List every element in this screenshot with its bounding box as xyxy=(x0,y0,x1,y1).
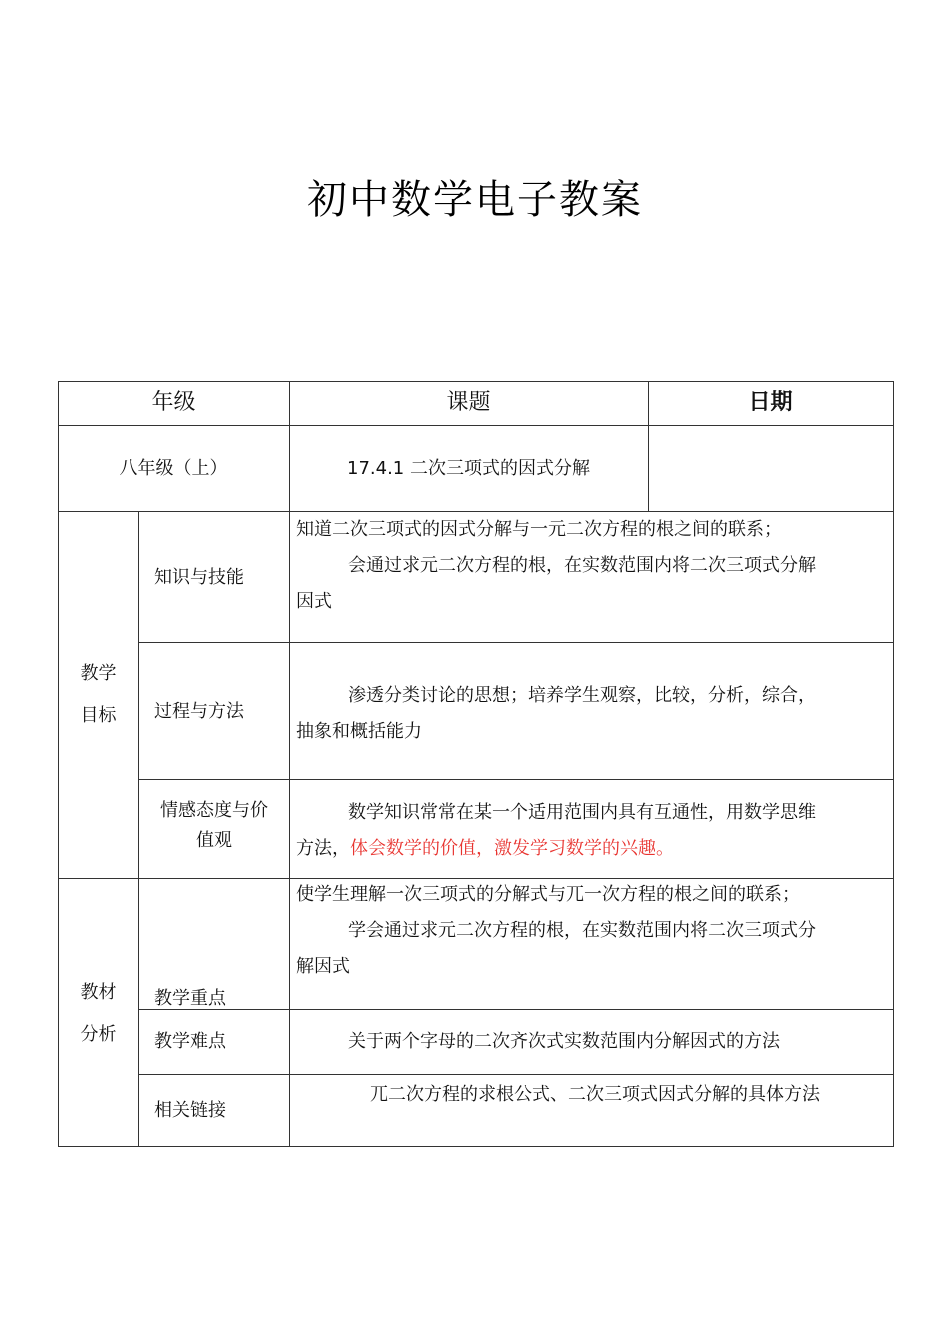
key-points-line3: 解因式 xyxy=(296,956,350,977)
table-row-divider xyxy=(139,1009,894,1010)
teaching-goals-label xyxy=(58,656,139,734)
document-title: 初中数学电子教案 xyxy=(307,177,643,223)
emotion-line2 xyxy=(296,831,886,867)
teaching-goals-label-line1: 教学 xyxy=(80,663,117,684)
material-analysis-label xyxy=(58,975,139,1053)
material-analysis-label-line1: 教材 xyxy=(80,982,117,1003)
links-label: 相关链接 xyxy=(154,1100,226,1121)
material-analysis-label-line2: 分析 xyxy=(80,1024,117,1045)
emotion-line1: 数学知识常常在某一个适用范围内具有互通性，用数学思维 xyxy=(348,802,816,823)
links-content: 兀二次方程的求根公式、二次三项式因式分解的具体方法 xyxy=(370,1084,820,1105)
process-content xyxy=(296,678,886,750)
knowledge-label: 知识与技能 xyxy=(154,567,244,588)
teaching-goals-label-line2: 目标 xyxy=(80,705,117,726)
knowledge-line1: 知道二次三项式的因式分解与一元二次方程的根之间的联系； xyxy=(296,519,782,540)
key-points-content xyxy=(296,877,886,985)
table-row-divider xyxy=(139,1074,894,1075)
key-points-line2: 学会通过求元二次方程的根，在实数范围内将二次三项式分 xyxy=(348,920,816,941)
table-col-divider xyxy=(289,381,290,1147)
emotion-highlight-text: 体会数学的价值，激发学习数学的兴趣。 xyxy=(350,838,674,859)
table-row-divider xyxy=(139,642,894,643)
table-row-divider xyxy=(58,425,894,426)
difficulties-content: 关于两个字母的二次齐次式实数范围内分解因式的方法 xyxy=(348,1031,780,1052)
difficulties-label: 教学难点 xyxy=(154,1031,226,1052)
table-border-right xyxy=(893,381,894,1147)
header-grade: 年级 xyxy=(151,390,196,415)
table-row-divider xyxy=(139,779,894,780)
process-line2: 抽象和概括能力 xyxy=(296,721,422,742)
header-date: 日期 xyxy=(748,390,793,415)
emotion-content xyxy=(296,795,886,867)
topic-value: 17.4.1 二次三项式的因式分解 xyxy=(347,458,590,479)
header-topic: 课题 xyxy=(446,390,491,415)
grade-value: 八年级（上） xyxy=(119,458,228,479)
emotion-label-line2: 值观 xyxy=(196,830,232,851)
key-points-line1: 使学生理解一次三项式的分解式与兀一次方程的根之间的联系； xyxy=(296,884,800,905)
emotion-line2-text: 方法， xyxy=(296,838,350,859)
knowledge-line2: 会通过求元二次方程的根，在实数范围内将二次三项式分解 xyxy=(348,555,816,576)
table-border-top xyxy=(58,381,894,382)
emotion-label-line1: 情感态度与价 xyxy=(160,800,268,821)
knowledge-line3: 因式 xyxy=(296,591,332,612)
key-points-label: 教学重点 xyxy=(154,988,226,1009)
knowledge-content xyxy=(296,512,886,620)
process-line1: 渗透分类讨论的思想；培养学生观察，比较，分析，综合， xyxy=(348,685,816,706)
emotion-label xyxy=(139,796,289,856)
process-label: 过程与方法 xyxy=(154,701,244,722)
table-border-bottom xyxy=(58,1146,894,1147)
